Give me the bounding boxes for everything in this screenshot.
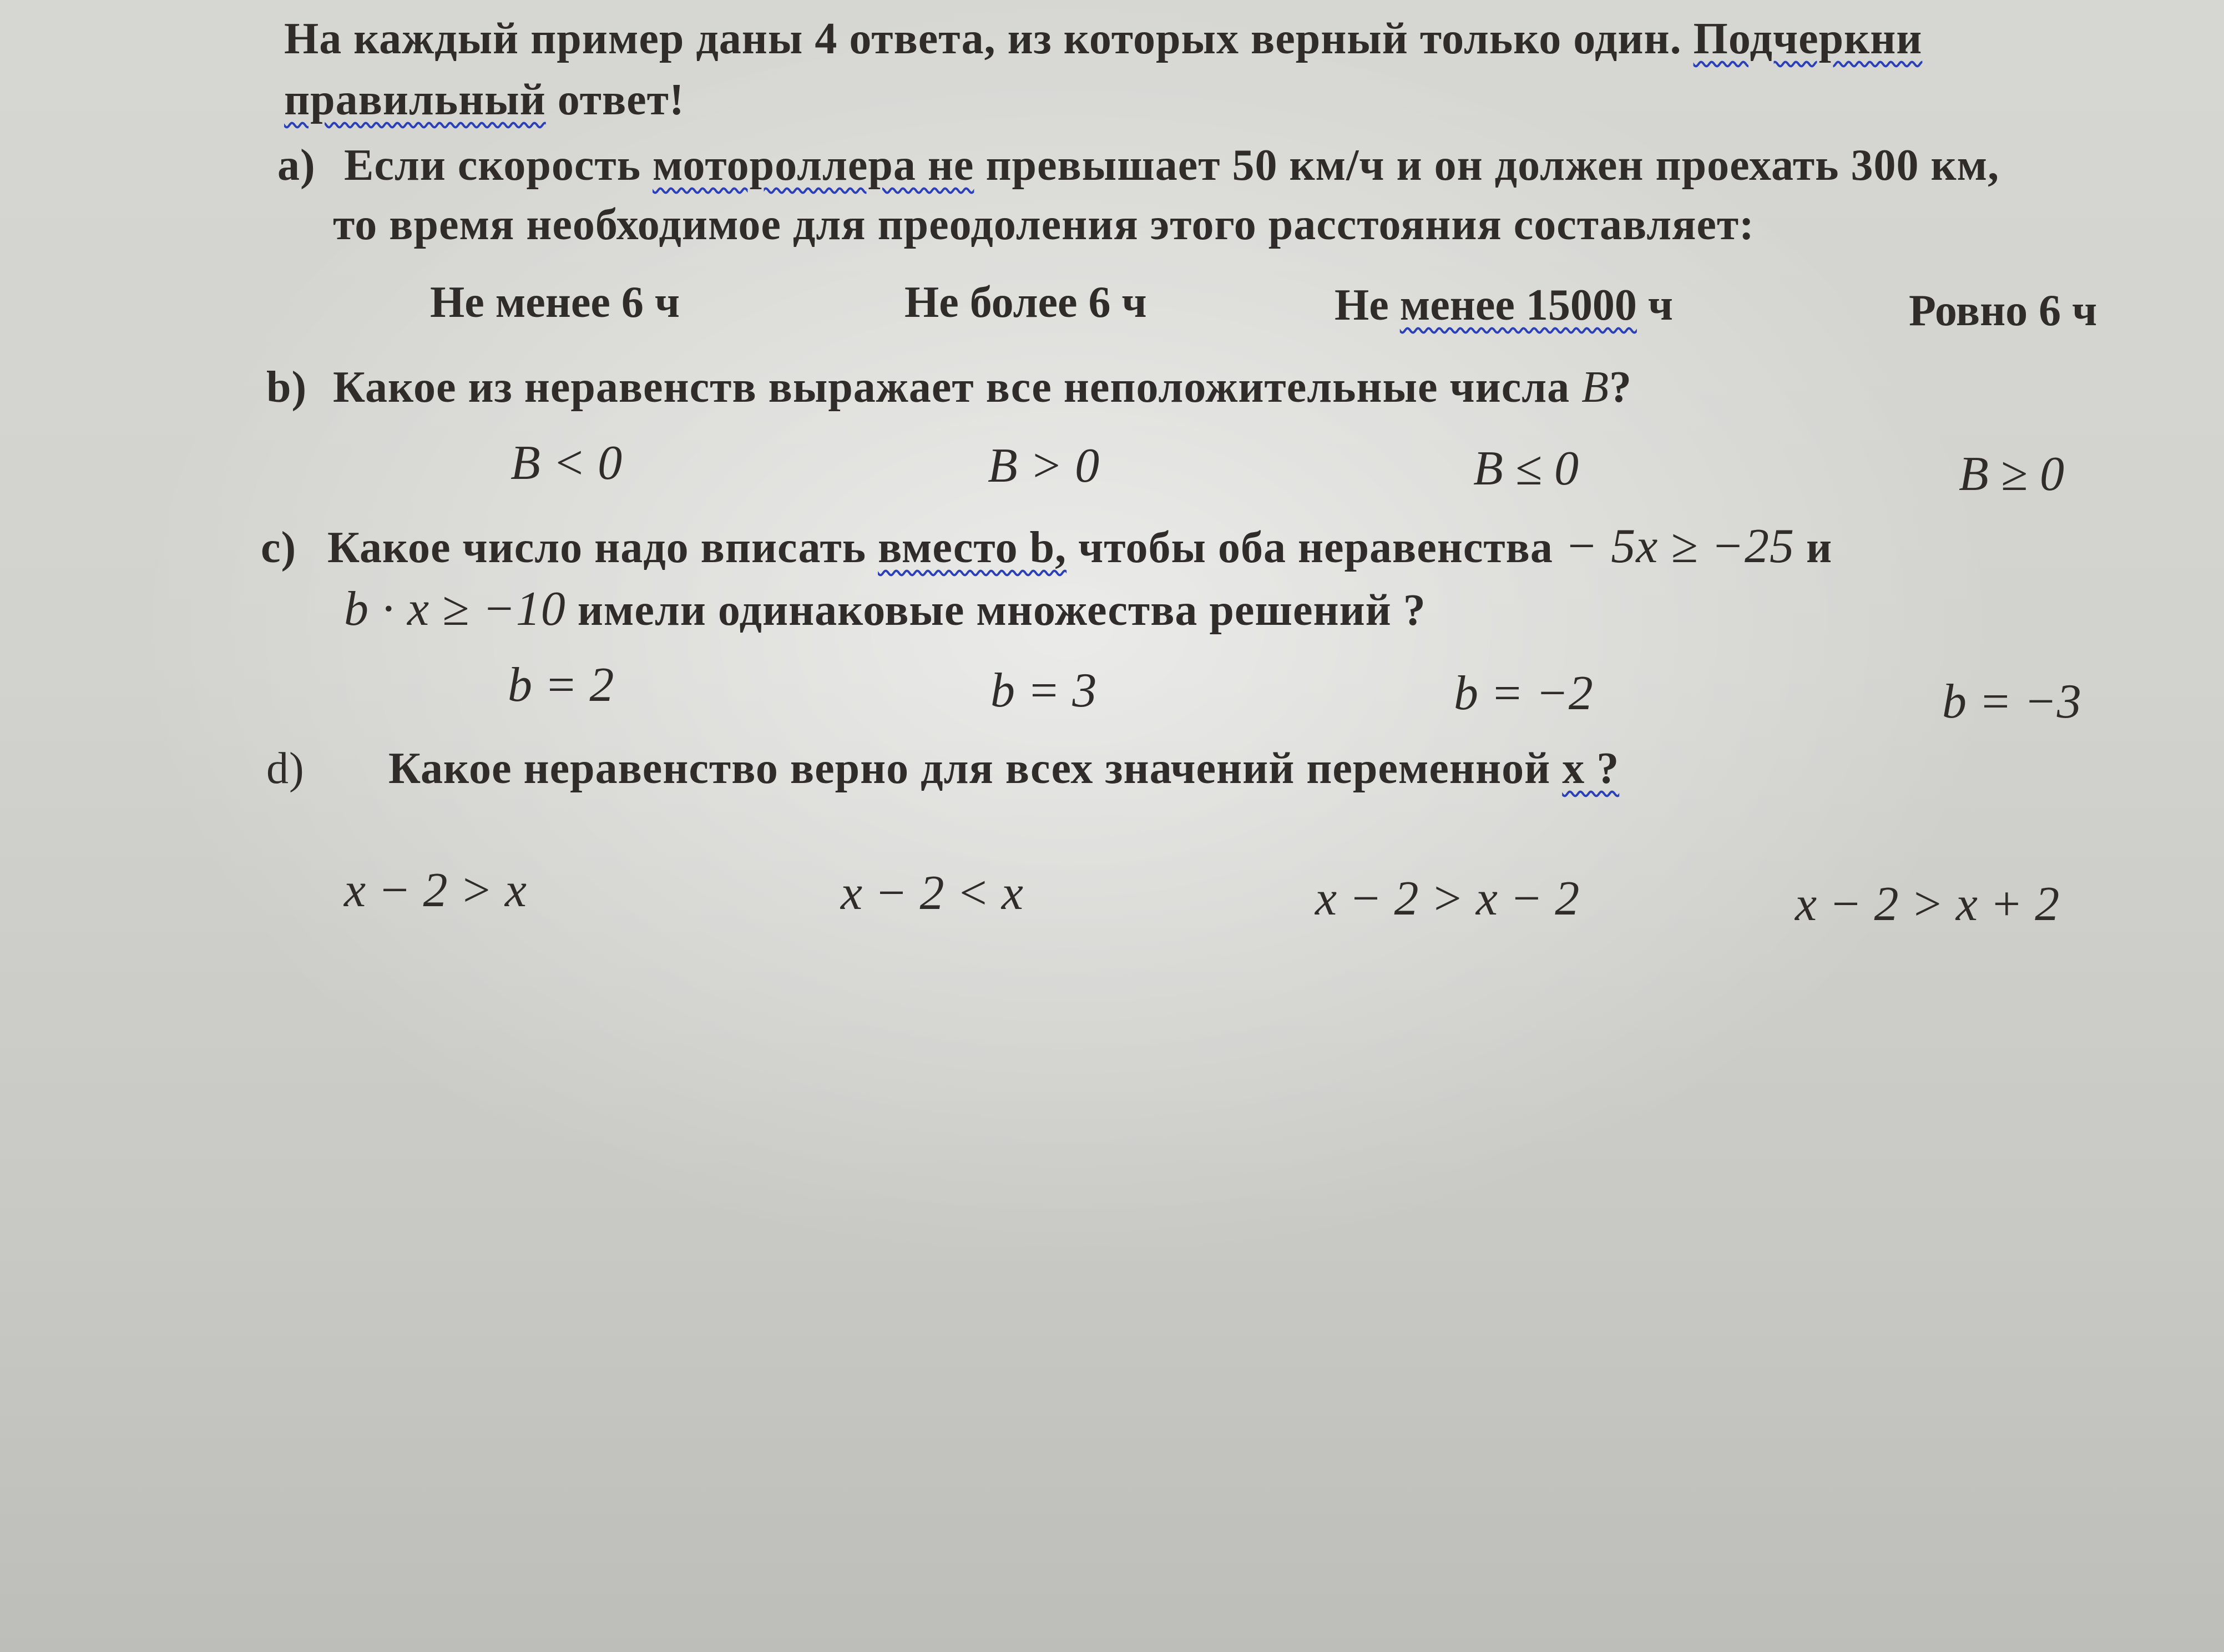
answer-3-underlined: менее 15000 <box>1399 281 1637 330</box>
question-a-label: а) <box>277 141 316 190</box>
instruction-underlined-word-2: правильный <box>284 75 546 124</box>
question-c-text-4: имели одинаковые множества решений ? <box>565 586 1426 635</box>
question-c-text-3: и <box>1795 523 1833 572</box>
question-b-line <box>266 360 1632 415</box>
question-d-answer-2[interactable]: x − 2 < x <box>841 866 1023 920</box>
question-d-line <box>266 741 1619 796</box>
instruction-text: На каждый пример даны 4 ответа, из которых верный только один. <box>284 14 1694 63</box>
question-c-inequality-2: b · x ≥ −10 <box>344 582 566 636</box>
instruction-line-2 <box>284 72 685 128</box>
question-b-variable: B <box>1581 363 1609 412</box>
question-a-line-2 <box>333 197 1755 252</box>
question-c-answer-3[interactable]: b = −2 <box>1454 666 1593 720</box>
question-b-answer-4[interactable]: B ≥ 0 <box>1959 447 2065 501</box>
question-c-inequality-1: − 5x ≥ −25 <box>1564 519 1795 573</box>
question-a-answer-4[interactable]: Ровно 6 ч <box>1909 286 2097 335</box>
instruction-text-2: ответ! <box>545 75 685 124</box>
answer-3-text: Не <box>1335 281 1400 330</box>
question-a-answer-2[interactable]: Не более 6 ч <box>904 278 1147 327</box>
question-b-answer-2[interactable]: B > 0 <box>988 439 1100 493</box>
question-a-answer-1[interactable]: Не менее 6 ч <box>430 278 680 327</box>
question-a-answer-3[interactable] <box>1335 277 1673 333</box>
question-c-label: c) <box>261 523 297 572</box>
question-a-line-1 <box>277 138 1999 193</box>
question-d-answer-3[interactable]: x − 2 > x − 2 <box>1315 872 1580 926</box>
instruction-line-1 <box>284 11 1922 67</box>
question-c-line-2 <box>344 582 1426 638</box>
question-a-text-3: то время необходимое для преодоления этого расстояния составляет: <box>333 200 1755 249</box>
question-c-text: Какое число надо вписать <box>327 523 878 572</box>
question-c-answer-4[interactable]: b = −3 <box>1942 675 2081 729</box>
question-d-underlined: x ? <box>1562 744 1620 793</box>
question-a-text: Если скорость <box>344 141 653 190</box>
question-b-answer-1[interactable]: B < 0 <box>510 436 623 490</box>
question-c-line-1 <box>261 519 1832 575</box>
question-d-text: Какое неравенство верно для всех значений переменной <box>388 744 1563 793</box>
question-a-text-2: превышает 50 км/ч и он должен проехать 300 км, <box>974 141 2000 190</box>
question-b-text-2: ? <box>1609 363 1632 412</box>
question-b-answer-3[interactable]: B ≤ 0 <box>1473 442 1579 496</box>
question-c-answer-2[interactable]: b = 3 <box>990 664 1097 718</box>
question-d-answer-1[interactable]: x − 2 > x <box>344 863 527 917</box>
question-c-underlined: вместо b, <box>878 523 1067 572</box>
question-d-answer-4[interactable]: x − 2 > x + 2 <box>1795 877 2060 931</box>
question-c-text-2: чтобы оба неравенства <box>1066 523 1565 572</box>
question-a-underlined: мотороллера не <box>653 141 974 190</box>
answer-3-text-2: ч <box>1636 281 1673 330</box>
question-b-text: Какое из неравенств выражает все неположительные числа <box>333 363 1582 412</box>
question-d-label: d) <box>266 744 305 793</box>
question-b-label: b) <box>266 363 307 412</box>
question-c-answer-1[interactable]: b = 2 <box>508 658 614 712</box>
instruction-underlined-word: Подчеркни <box>1693 14 1923 63</box>
